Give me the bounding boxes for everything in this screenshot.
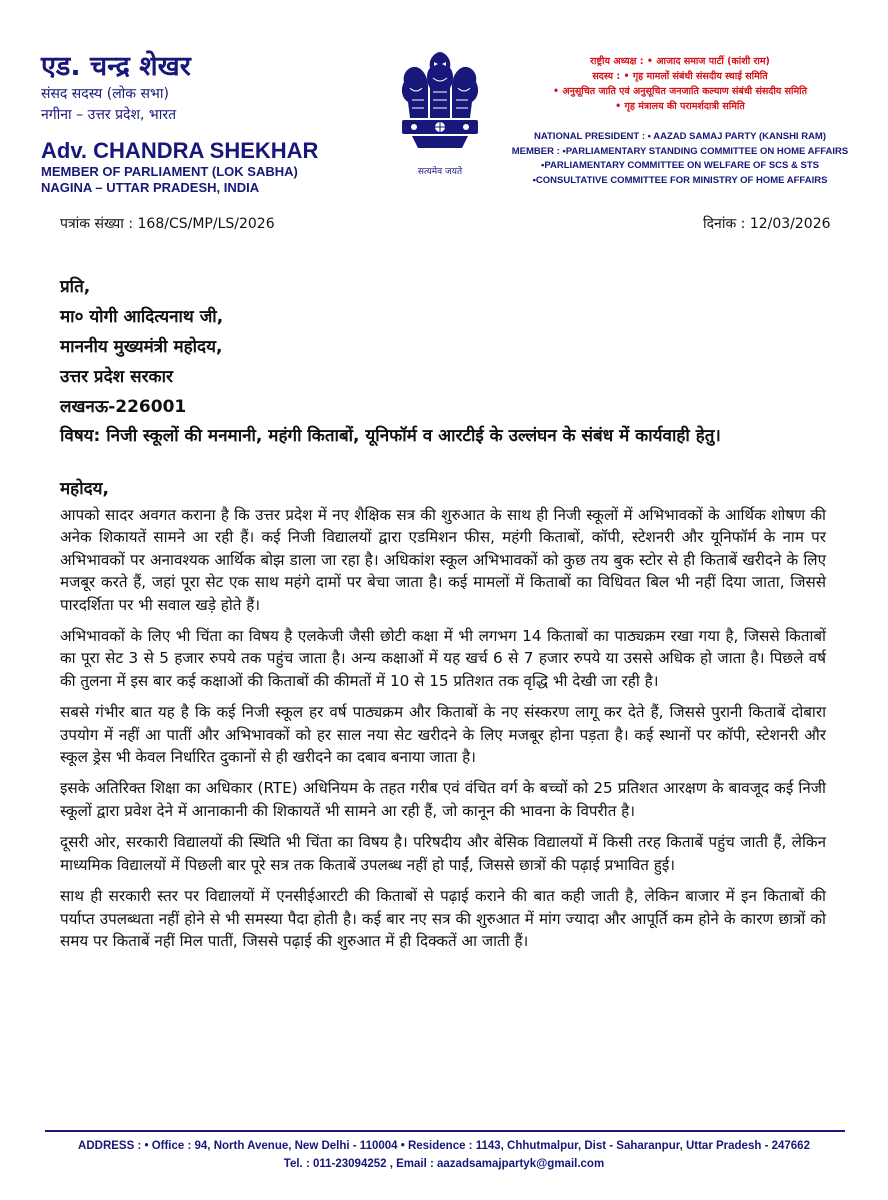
sender-role-hindi: संसद सदस्य (लोक सभा) [41, 86, 169, 102]
addressee-block [60, 272, 223, 422]
addressee-line: उत्तर प्रदेश सरकार [60, 367, 173, 387]
body-paragraph: साथ ही सरकारी स्तर पर विद्यालयों में एनसीईआरटी की किताबों से पढ़ाई कराने की बात कही जाती है, लेकिन बाजार में इन किताबों की पर्याप्त उपलब्धता नहीं होने से भी समस्या पैदा होती है। कई बार नए सत्र की शुरुआत में मांग ज्यादा और आपूर्ति कम होने के कारण छात्रों को समय पर किताबें नहीं मिल पातीं, जिससे पढ़ाई की शुरुआत में ही दिक्कतें आ जाती हैं। [60, 887, 826, 950]
letter-date: दिनांक : 12/03/2026 [703, 216, 831, 232]
designation-hindi-line: • अनुसूचित जाति एवं अनुसूचित जनजाति कल्याण संबंधी संसदीय समिति [552, 86, 808, 97]
sender-role-english: MEMBER OF PARLIAMENT (LOK SABHA) [41, 164, 298, 179]
ashoka-emblem-icon [390, 48, 490, 176]
body-paragraph: आपको सादर अवगत कराना है कि उत्तर प्रदेश में नए शैक्षिक सत्र की शुरुआत के साथ ही निजी स्कूलों में अभिभावकों के आर्थिक शोषण की अनेक शिकायतें सामने आ रही हैं। कई निजी विद्यालयों द्वारा एडमिशन फीस, महंगी किताबों, कॉपी, स्टेशनरी और यूनिफॉर्म के नाम पर अभिभावकों पर अनावश्यक आर्थिक बोझ डाला जा रहा है। अधिकांश स्कूल अभिभावकों को कुछ तय बुक स्टोर से ही किताबें खरीदने के लिए मजबूर करते हैं, जहां पूरा सेट एक साथ महंगे दामों पर बेचा जाता है। कई मामलों में किताबों का विधिवत बिल भी नहीं दिया जाता, जिससे पारदर्शिता पर भी सवाल खड़े होते हैं। [60, 506, 826, 614]
reference-number: पत्रांक संख्या : 168/CS/MP/LS/2026 [60, 216, 275, 232]
footer-divider [45, 1130, 845, 1132]
sender-name-english: Adv. CHANDRA SHEKHAR [41, 138, 319, 163]
designation-hindi-line: राष्ट्रीय अध्यक्ष : • आजाद समाज पार्टी (कांशी राम) [590, 56, 770, 67]
sender-place-english: NAGINA – UTTAR PRADESH, INDIA [41, 180, 260, 195]
footer-contact: Tel. : 011-23094252 , Email : aazadsamajpartyk@gmail.com [283, 1158, 605, 1170]
designation-hindi-line: सदस्य : • गृह मामलों संबंधी संसदीय स्थाई समिति [592, 71, 768, 82]
emblem-motto: सत्यमेव जयते [417, 167, 463, 177]
sender-name-hindi: एड. चन्द्र शेखर [41, 51, 191, 82]
body-paragraph: दूसरी ओर, सरकारी विद्यालयों की स्थिति भी चिंता का विषय है। परिषदीय और बेसिक विद्यालयों में किसी तरह किताबें पहुंच जाती हैं, लेकिन माध्यमिक विद्यालयों में पिछली बार पूरे सत्र तक किताबें उपलब्ध नहीं हो पाईं, जिससे छात्रों की पढ़ाई प्रभावित हुई। [60, 833, 826, 874]
designation-english-line: •CONSULTATIVE COMMITTEE FOR MINISTRY OF HOME AFFAIRS [532, 174, 828, 186]
designation-english-line: MEMBER : •PARLIAMENTARY STANDING COMMITTEE ON HOME AFFAIRS [511, 145, 849, 157]
addressee-line: माननीय मुख्यमंत्री महोदय, [60, 337, 223, 357]
designation-english-line: NATIONAL PRESIDENT : • AAZAD SAMAJ PARTY (KANSHI RAM) [533, 131, 827, 142]
salutation: महोदय, [60, 479, 109, 499]
footer-address: ADDRESS : • Office : 94, North Avenue, New Delhi - 110004 • Residence : 1143, Chhutmalpur, Dist - Saharanpur, Uttar Pradesh - 247662 [78, 1140, 810, 1152]
footer [40, 1137, 848, 1173]
designation-english-line: •PARLIAMENTARY COMMITTEE ON WELFARE OF SCS & STS [541, 160, 819, 171]
addressee-line: प्रति, [60, 277, 91, 297]
letterhead-right [500, 54, 860, 188]
sender-place-hindi: नगीना – उत्तर प्रदेश, भारत [41, 107, 177, 123]
addressee-line: मा० योगी आदित्यनाथ जी, [60, 307, 224, 327]
body-paragraph: इसके अतिरिक्त शिक्षा का अधिकार (RTE) अधिनियम के तहत गरीब एवं वंचित वर्ग के बच्चों को 25 प्रतिशत आरक्षण के बावजूद कई निजी स्कूलों द्वारा प्रवेश देने में आनाकानी की शिकायतें भी सामने आ रही हैं, जो कानून की भावना के विपरीत है। [60, 779, 826, 820]
addressee-line: लखनऊ-226001 [60, 397, 187, 417]
body-paragraph: सबसे गंभीर बात यह है कि कई निजी स्कूल हर वर्ष पाठ्यक्रम और किताबों के नए संस्करण लागू कर देते हैं, जिससे पुरानी किताबें दोबारा उपयोग में नहीं आ पातीं और अभिभावकों को हर साल नया सेट खरीदने के लिए मजबूर होना पड़ता है। कई स्थानों पर कॉपी, स्टेशनरी और स्कूल ड्रेस भी केवल निर्धारित दुकानों से ही खरीदने का दबाव बनाया जाता है। [60, 703, 826, 767]
designation-hindi-line: • गृह मंत्रालय की परामर्शदात्री समिति [615, 101, 745, 112]
body-paragraph: अभिभावकों के लिए भी चिंता का विषय है एलकेजी जैसी छोटी कक्षा में भी लगभग 14 किताबों का पाठ्यक्रम रखा गया है, जिससे किताबों का पूरा सेट 3 से 5 हजार रुपये तक पहुंच जाता है। अन्य कक्षाओं में यह खर्च 6 से 7 हजार रुपये या उससे अधिक हो जाता है। पिछले वर्ष की तुलना में इस बार कई कक्षाओं की किताबों की कीमतों में 10 से 15 प्रतिशत तक वृद्धि भी देखी जा रही है। [60, 627, 826, 690]
letter-body [60, 504, 826, 961]
letterhead-left [41, 50, 381, 196]
subject-line: विषय: निजी स्कूलों की मनमानी, महंगी किताबों, यूनिफॉर्म व आरटीई के उल्लंघन के संबंध में कार्यवाही हेतु। [60, 426, 721, 446]
